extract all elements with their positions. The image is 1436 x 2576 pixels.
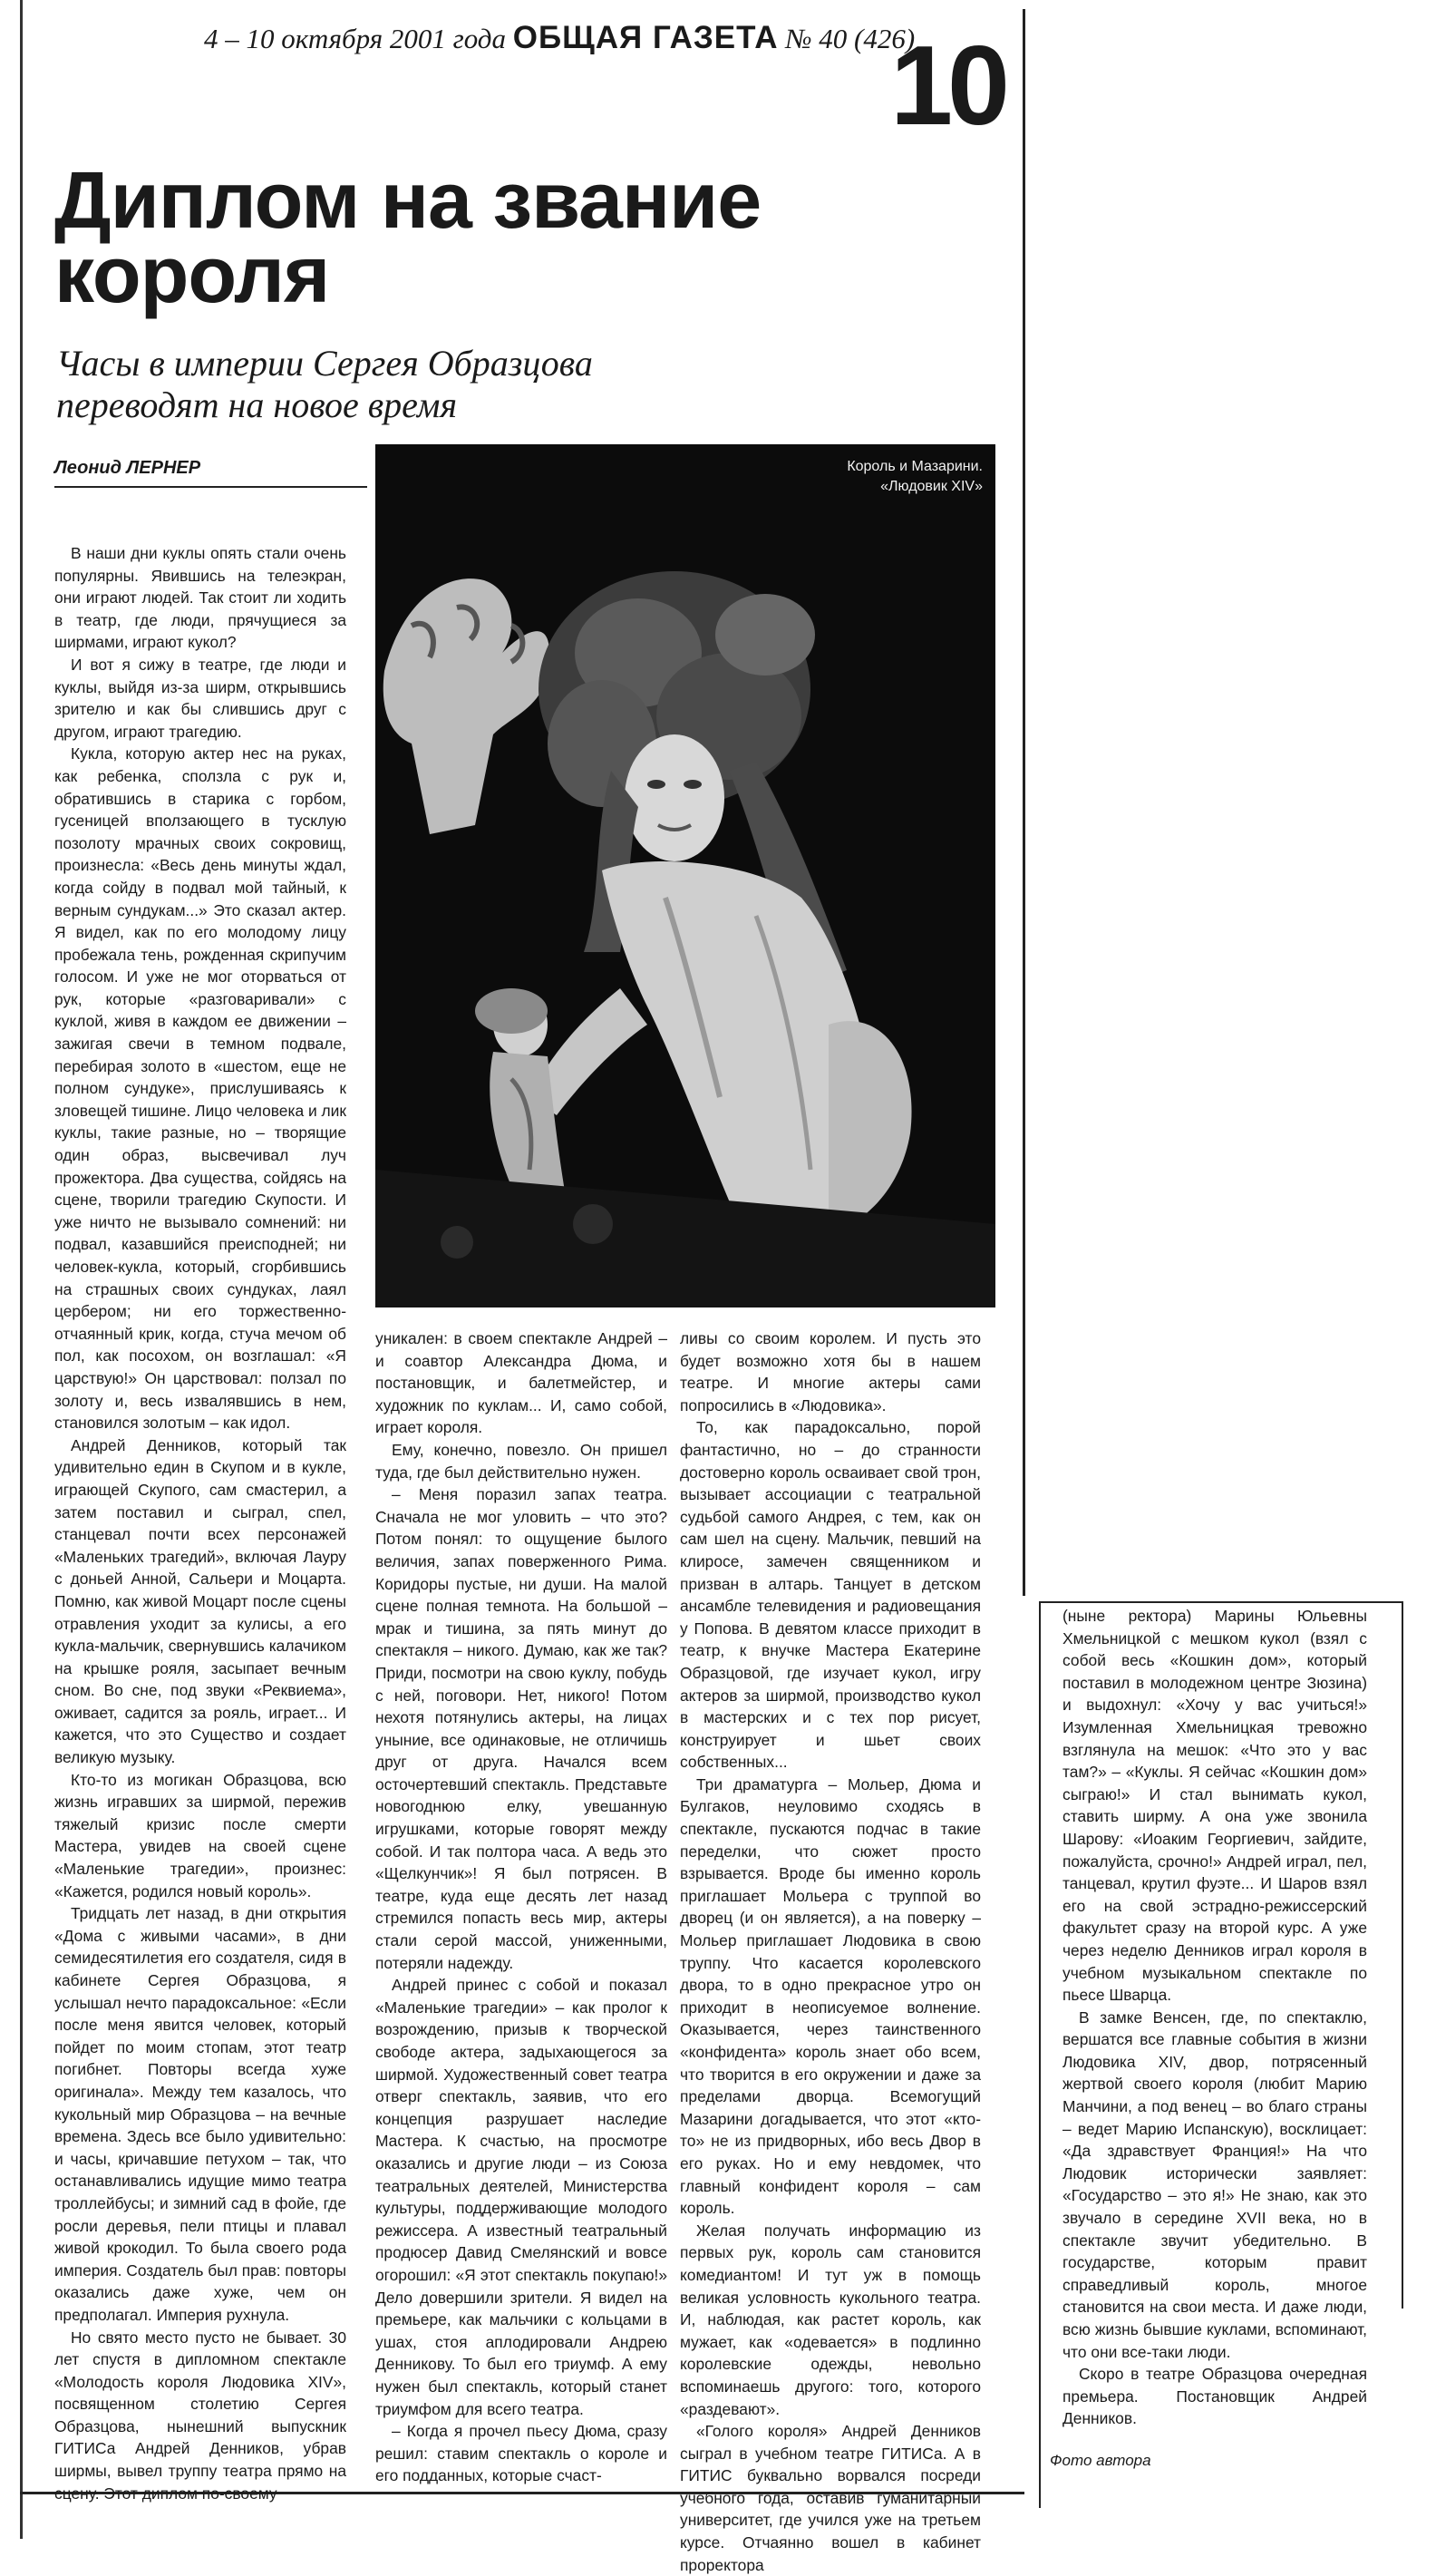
- column-divider-rule: [1023, 9, 1025, 1596]
- paragraph: Андрей Денников, который так удивительно един в Скупом и в кукле, играющей Скупого, сам смастерил, а затем поставил и сыграл, спел, станцевал почти всех персонажей «Маленьких трагедий», включая Лауру с доньей Анной, Сальери и Моцарта. Помню, как живой Моцарт после сцены отравления уходит за кулисы, а его кукла-мальчик, свернувшись калачиком на крышке рояля, засыпает вечным сном. Во сне, под звуки «Реквиема», оживает, садится за рояль, играет... И кажется, что это Существо и создает великую музыку.: [54, 1435, 346, 1767]
- photo-caption-line2: «Людовик XIV»: [880, 479, 983, 494]
- photo-caption: [747, 457, 983, 497]
- paragraph: Три драматурга – Мольер, Дюма и Булгаков, неуловимо сходясь в спектакле, пускаются подчас в такие переделки, что сюжет просто взрывается. Вроде бы именно король приглашает Мольера с труппой во дворец (и он является), а на поверку – Мольер приглашает Людовика в свою труппу. Что касается королевского двора, то в одно прекрасное утро он приходит в неописуемое волнение. Оказывается, через таинственного «конфидента» король знает обо всем, что творится в его окружении и даже за пределами дворца. Всемогущий Мазарини догадывается, что этот «кто-то» не из придворных, ибо весь Двор в его руках. Но и ему невдомек, что главный конфидент короля – сам король.: [680, 1774, 981, 2218]
- paragraph: – Когда я прочел пьесу Дюма, сразу решил: ставим спектакль о короле и его подданных, которые счаст-: [375, 2422, 667, 2485]
- page-number: 10: [890, 24, 1004, 149]
- text-column-1: [54, 542, 346, 2503]
- text-column-4: [1062, 1605, 1367, 2426]
- paragraph: В замке Венсен, где, по спектаклю, вершатся все главные события в жизни Людовика XIV, двор, потрясенный жертвой своего короля (любит Марию Манчини, а под венец – во благо страны – ведет Марию Испанскую), восклицает: «Да здравствует Франция!» На что Людовик исторически заявляет: «Государство – это я!» Не знаю, как это звучало в середине XVII века, но в спектакле звучит убедительно. В государстве, которым правит справедливый король, многое становится на свои места. И даже люди, всю жизнь бывшие куклами, вспоминают, что они все-таки люди.: [1062, 2007, 1367, 2361]
- article-headline: Диплом на звание короля: [54, 155, 762, 319]
- paragraph: И вот я сижу в театре, где люди и куклы, выйдя из-за ширм, открывшись зрителю и как бы слившись друг с другом, играют трагедию.: [54, 655, 346, 741]
- paragraph: Но свято место пусто не бывает. 30 лет спустя в дипломном спектакле «Молодость короля Людовика XIV», посвященном столетию Сергея Образцова, нынешний выпускник ГИТИСа Андрей Денников, убрав ширмы, вывел труппу театра прямо на сцену. Этот диплом по-своему: [54, 2328, 346, 2503]
- issue-dates: 4 – 10 октября 2001 года: [204, 23, 506, 54]
- column-4-right-rule: [1402, 1601, 1403, 2309]
- text-column-3: [680, 1327, 981, 2574]
- paragraph: Андрей принес с собой и показал «Маленькие трагедии» – как пролог к возрождению, призыв к творческой свободе актера, задыхающегося за ширмой. Художественный совет театра отверг спектакль, заявив, что его концепция разрушает наследие Мастера. К счастью, на просмотре оказались и другие люди – из Союза театральных деятелей, Министерства культуры, поддерживающие молодого режиссера. А известный театральный продюсер Давид Смелянский и вовсе огорошил: «Я этот спектакль покупаю!» Дело довершили зрители. Я видел на премьере, как мальчики с кольцами в ушах, стоя аплодировали Андрею Денникову. То был его триумф. А ему нужен был спектакль, который станет триумфом для всего театра.: [375, 1976, 667, 2418]
- article-photo: [375, 444, 995, 1307]
- newspaper-name: ОБЩАЯ ГАЗЕТА: [512, 20, 779, 55]
- masthead: [204, 20, 916, 74]
- byline-rule: [54, 486, 367, 488]
- paragraph: Кукла, которую актер нес на руках, как ребенка, сползла с рук и, обратившись в старика с горбом, гусеницей вползающего в тусклую позолоту мрачных своих сокровищ, произнесла: «Весь день минуты ждал, когда сойду в подвал мой тайный, к верным сундукам...» Это сказал актер. Я видел, как по его молодому лицу пробежала тень, рожденная скрипучим голосом. И уже не мог оторваться от рук, которые «разговаривали» с куклой, живя в каждом ее движении – зажигая свечи в темном подвале, перебирая золото в «шестом, еще не полном сундуке», прислушиваясь к зловещей тишине. Лицо человека и лик куклы, такие разные, но – творящие один образ, высвечивал луч прожектора. Два существа, сойдясь на сцене, творили трагедию Скупости. И уже ничто не вызывало сомнений: ни подвал, казавшийся преисподней; ни человек-кукла, который, сгорбившись на страшных своих сундуках, лаял цербером; ни его торжественно-отчаянный крик, когда, стуча мечом об пол, как посохом, он возглашал: «Я царствую!» Он царствовал: ползал по золоту и, весь извалявшись в нем, становился золотым – как идол.: [54, 744, 346, 1433]
- paragraph: Ему, конечно, повезло. Он пришел туда, где был действительно нужен.: [375, 1440, 667, 1482]
- paragraph: ливы со своим королем. И пусть это будет возможно хотя бы в нашем театре. И многие актеры сами попросились в «Людовика».: [680, 1329, 981, 1414]
- photo-credit: Фото автора: [1050, 2452, 1151, 2469]
- photo-illustration: [375, 444, 995, 1307]
- paragraph: (ныне ректора) Марины Юльевны Хмельницкой с мешком кукол (взял с собой весь «Кошкин дом», который поставил в молодежном центре Зюзина) и выдохнул: «Хочу у вас учиться!» Изумленная Хмельницкая тревожно взглянула на мешок: «Что это у вас там?» – «Куклы. Я сейчас «Кошкин дом» сыграю!» И стал вынимать кукол, ставить ширму. А она уже звонила Шарову: «Иоаким Георгиевич, зайдите, пожалуйста, срочно!» Андрей играл, пел, танцевал, крутил фуэте... И Шаров взял его на свой эстрадно-режиссерский факультет сразу на второй курс. А уже через неделю Денников играл короля в учебном музыкальном спектакле по пьесе Шварца.: [1062, 1607, 1367, 2005]
- paragraph: В наши дни куклы опять стали очень популярны. Явившись на телеэкран, они играют людей. Так стоит ли ходить в театр, где люди, прячущиеся за ширмами, играют кукол?: [54, 544, 346, 652]
- paragraph: Желая получать информацию из первых рук, король сам становится комедиантом! И тут уж в помощь великая условность кукольного театра. И, наблюдая, как растет король, как мужает, как «одевается» в подлинно королевские одежды, невольно вспоминаешь другого: того, которого «раздевают».: [680, 2221, 981, 2418]
- paragraph: «Голого короля» Андрей Денников сыграл в учебном театре ГИТИСа. А в ГИТИС буквально ворвался посреди учебного года, оставив гуманитарный университет, где учился уже на третьем курсе. Отчаянно вошел в кабинет проректора: [680, 2422, 981, 2574]
- paragraph: Скоро в театре Образцова очередная премьера. Постановщик Андрей Денников.: [1062, 2365, 1367, 2428]
- page-edge-rule: [20, 0, 23, 2539]
- text-column-2: [375, 1327, 667, 2493]
- column-4-left-rule: [1039, 1601, 1041, 2508]
- paragraph: То, как парадоксально, порой фантастично, но – до странности достоверно король осваивает свой трон, вызывает ассоциации с театральной судьбой самого Андрея, с тем, как он сам шел на сцену. Мальчик, певший на клиросе, замечен священником и призван в алтарь. Танцует в детском ансамбле телевидения и радиовещания у Попова. В девятом классе приходит в театр, к внучке Мастера Екатерине Образцовой, где изучает кукол, игру актеров за ширмой, производство кукол в мастерских и с тех пор рисует, конструирует и шьет своих собственных...: [680, 1418, 981, 1772]
- photo-caption-line1: Король и Мазарини.: [847, 459, 983, 474]
- paragraph: – Меня поразил запах театра. Сначала не мог уловить – что это? Потом понял: то ощущение былого величия, запах поверженного Рима. Коридоры пустые, ни души. На малой сцене полная темнота. На большой – мрак и тишина, за пять минут до спектакля – никого. Думаю, как же так? Приди, посмотри на свою куклу, побудь с ней, поговори. Нет, никого! Потом нехотя потянулись актеры, на лицах уныние, все одинаковые, не отличишь друг от друга. Начался всем осточертевший спектакль. Представьте новогоднюю елку, увешанную игрушками, которые говорят между собой. И так полтора часа. А ведь это «Щелкунчик»! Я был потрясен. В театре, куда еще десять лет назад стремился попасть весь мир, актеры стали серой массой, униженными, потеряли надежду.: [375, 1485, 667, 1972]
- paragraph: Кто-то из могикан Образцова, всю жизнь игравших за ширмой, пережив тяжелый кризис после смерти Мастера, увидев на своей сцене «Маленькие трагедии», произнес: «Кажется, родился новый король».: [54, 1770, 346, 1900]
- paragraph: Тридцать лет назад, в дни открытия «Дома с живыми часами», в дни семидесятилетия его создателя, сидя в кабинете Сергея Образцова, я услышал нечто парадоксальное: «Если после меня явится человек, который пойдет по моим стопам, этот театр погибнет. Повторы всегда хуже оригинала». Между тем казалось, что кукольный мир Образцова – на вечные времена. Здесь все было удивительно: и часы, кричавшие петухом – так, что останавливались идущие мимо театра троллейбусы; и зимний сад в фойе, где росли деревья, пели птицы и плавал живой крокодил. То была своего рода империя. Создатель был прав: повторы оказались даже хуже, чем он предполагал. Империя рухнула.: [54, 1904, 346, 2324]
- article-subheadline: Часы в империи Сергея Образцова переводят на новое время: [56, 343, 593, 425]
- author-byline: Леонид ЛЕРНЕР: [54, 458, 201, 478]
- paragraph: уникален: в своем спектакле Андрей – и соавтор Александра Дюма, и постановщик, и балетмейстер, и художник по куклам... И, само собой, играет короля.: [375, 1329, 667, 1437]
- issue-number: № 40 (426): [785, 23, 916, 54]
- column-4-top-rule: [1039, 1601, 1402, 1603]
